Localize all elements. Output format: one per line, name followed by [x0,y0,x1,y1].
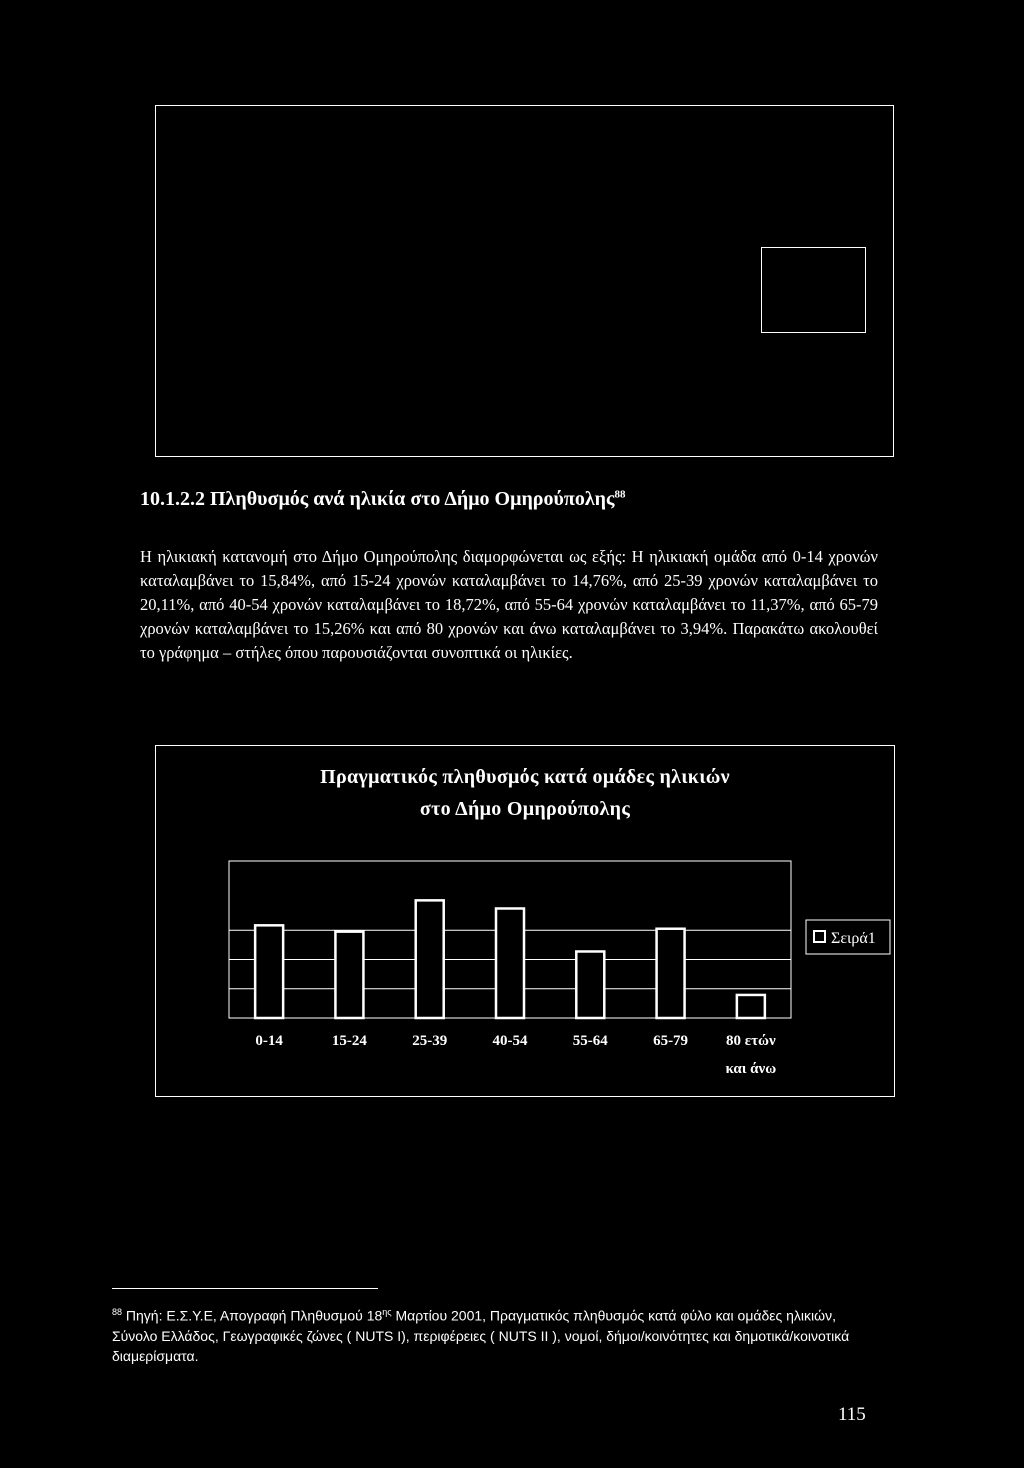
footnote-text-after: Μαρτίου 2001, Πραγματικός πληθυσμός κατά φύλο και ομάδες ηλικιών, Σύνολο Ελλάδος, Γεωγραφικές ζώνες ( NUTS I), περιφέρειες ( NUTS II ), νομοί, δήμοι/κοινότητες και δημοτικά/κοινοτικά διαμερίσματα. [112,1307,850,1364]
legend-label: Σειρά1 [831,930,876,947]
bar-40-54 [496,908,524,1018]
x-tick-label: 25-39 [412,1033,448,1049]
footnote-date-sup: ης [382,1307,392,1317]
bar-65-79 [657,929,685,1018]
image-inner-box [761,247,866,333]
footnote [112,1302,882,1366]
bar-55-64 [576,951,604,1018]
chart-svg [156,746,896,1098]
x-tick-label: 40-54 [492,1033,528,1049]
x-tick-label: και άνω [725,1061,777,1077]
footnote-text-before: Πηγή: Ε.Σ.Υ.Ε, Απογραφή Πληθυσμού 18 [125,1307,383,1324]
footnote-marker: 88 [112,1307,123,1317]
chart-container [155,745,895,1097]
x-tick-label: 65-79 [653,1033,689,1049]
chart-title-line2: στο Δήμο Ομηρούπολης [419,798,631,820]
body-paragraph: Η ηλικιακή κατανομή στο Δήμο Ομηρούπολης διαμορφώνεται ως εξής: Η ηλικιακή ομάδα από 0-14 χρονών καταλαμβάνει το 15,84%, από 15-24 χρονών καταλαμβάνει το 14,76%, από 25-39 χρονών καταλαμβάνει το 20,11%, από 40-54 χρονών καταλαμβάνει το 18,72%, από 55-64 χρονών καταλαμβάνει το 11,37%, από 65-79 χρονών καταλαμβάνει το 15,26% και από 80 χρονών και άνω καταλαμβάνει το 3,94%. Παρακάτω ακολουθεί το γράφημα – στήλες όπου παρουσιάζονται συνοπτικά οι ηλικίες. [140,547,878,662]
bar-0-14 [255,925,283,1018]
section-title: Πληθυσμός ανά ηλικία στο Δήμο Ομηρούπολης [210,488,615,510]
footnote-rule [112,1288,378,1289]
x-tick-label: 80 ετών [725,1033,776,1049]
bar-15-24 [335,932,363,1018]
footnote-ref: 88 [614,488,626,501]
bar-80 ετών και άνω [737,995,765,1018]
legend-swatch [814,931,825,942]
bar-25-39 [416,900,444,1018]
section-heading [140,488,625,511]
section-number: 10.1.2.2 [140,488,205,510]
x-tick-label: 0-14 [255,1033,283,1049]
page-number: 115 [838,1404,866,1425]
chart-title-line1: Πραγματικός πληθυσμός κατά ομάδες ηλικιών [320,766,730,788]
x-tick-label: 15-24 [331,1033,367,1049]
x-tick-label: 55-64 [572,1033,608,1049]
